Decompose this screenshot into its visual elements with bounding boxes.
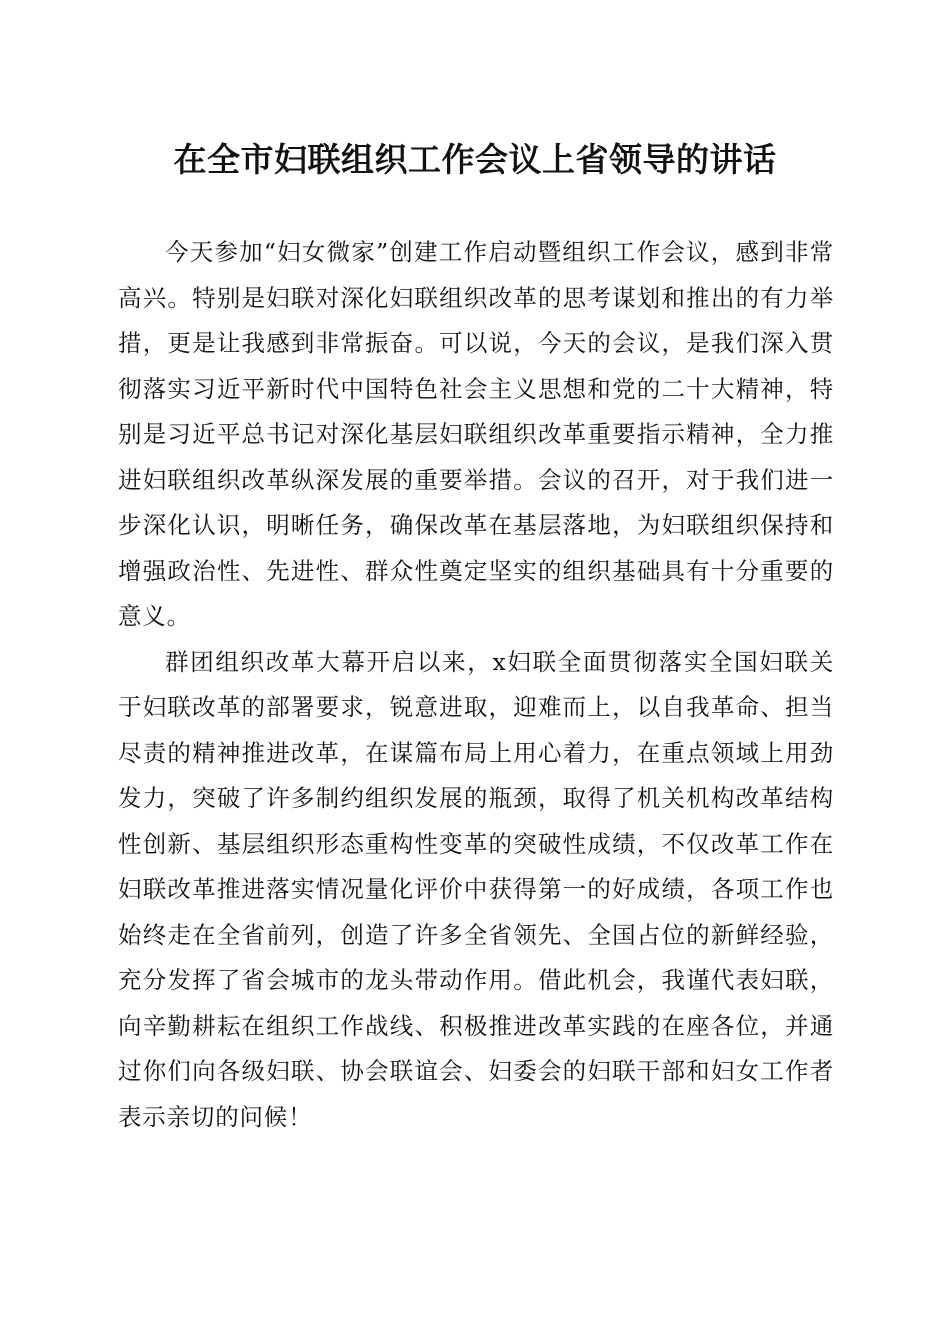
document-body — [118, 230, 834, 1140]
paragraph-1: 今天参加“妇女微家”创建工作启动暨组织工作会议，感到非常高兴。特别是妇联对深化妇联组织改革的思考谋划和推出的有力举措，更是让我感到非常振奋。可以说，今天的会议，是我们深入贯彻落实习近平新时代中国特色社会主义思想和党的二十大精神，特别是习近平总书记对深化基层妇联组织改革重要指示精神，全力推进妇联组织改革纵深发展的重要举措。会议的召开，对于我们进一步深化认识，明晰任务，确保改革在基层落地，为妇联组织保持和增强政治性、先进性、群众性奠定坚实的组织基础具有十分重要的意义。 — [118, 238, 834, 630]
document-title: 在全市妇联组织工作会议上省领导的讲话 — [173, 140, 777, 179]
paragraph-2: 群团组织改革大幕开启以来，x妇联全面贯彻落实全国妇联关于妇联改革的部署要求，锐意进取，迎难而上，以自我革命、担当尽责的精神推进改革，在谋篇布局上用心着力，在重点领域上用劲发力，突破了许多制约组织发展的瓶颈，取得了机关机构改革结构性创新、基层组织形态重构性变革的突破性成绩，不仅改革工作在妇联改革推进落实情况量化评价中获得第一的好成绩，各项工作也始终走在全省前列，创造了许多全省领先、全国占位的新鲜经验，充分发挥了省会城市的龙头带动作用。借此机会，我谨代表妇联，向辛勤耕耘在组织工作战线、积极推进改革实践的在座各位，并通过你们向各级妇联、协会联谊会、妇委会的妇联干部和妇女工作者表示亲切的问候！ — [118, 647, 834, 1131]
